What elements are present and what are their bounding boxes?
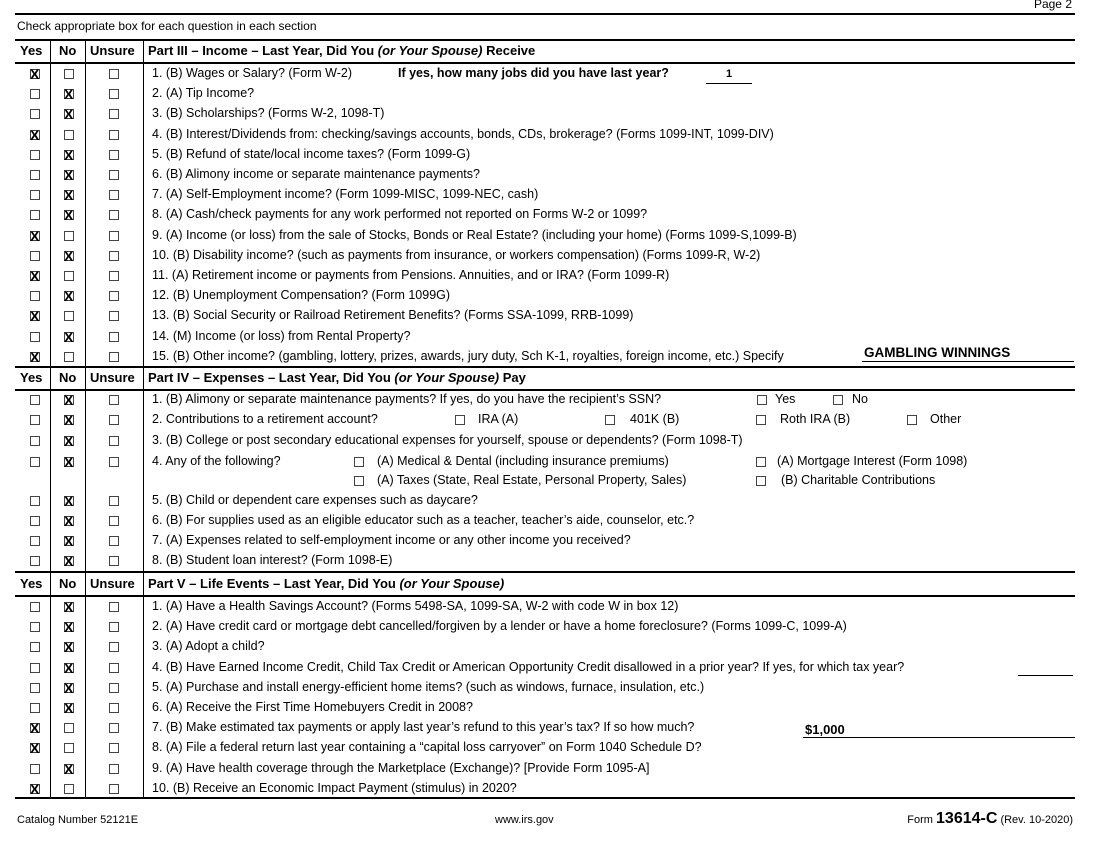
question-text: 1. (B) Alimony or separate maintenance payments? If yes, do you have the recipient’s SSN? bbox=[152, 392, 662, 406]
checkbox-no[interactable] bbox=[64, 536, 74, 546]
checkbox-yes[interactable] bbox=[30, 150, 40, 160]
checkbox-yes[interactable] bbox=[30, 251, 40, 261]
question-text: 6. (A) Receive the First Time Homebuyers Credit in 2008? bbox=[152, 700, 473, 714]
checkbox-yes[interactable] bbox=[30, 231, 40, 241]
checkbox-unsure[interactable] bbox=[109, 556, 119, 566]
checkbox-no[interactable] bbox=[64, 231, 74, 241]
checkbox-no[interactable] bbox=[64, 556, 74, 566]
question-text: 5. (B) Refund of state/local income taxes? (Form 1099-G) bbox=[152, 146, 471, 161]
question-text: 10. (B) Disability income? (such as payments from insurance, or workers compensation) (Forms 1099-R, W-2) bbox=[152, 247, 761, 262]
col-header-unsure: Unsure bbox=[90, 576, 135, 591]
question-text: 4. (B) Interest/Dividends from: checking/savings accounts, bonds, CDs, brokerage? (Forms 1099-INT, 1099-DIV) bbox=[152, 126, 774, 141]
checkbox-unsure[interactable] bbox=[109, 703, 119, 713]
question-text: 1. (A) Have a Health Savings Account? (Forms 5498-SA, 1099-SA, W-2 with code W in box 12) bbox=[152, 599, 679, 613]
roth-ira-label: Roth IRA (B) bbox=[780, 412, 851, 426]
part3-top-rule bbox=[15, 39, 1075, 41]
estimated-payment-field[interactable]: $1,000 bbox=[803, 722, 1075, 738]
part5-title: Part V – Life Events – Last Year, Did You (or Your Spouse) bbox=[148, 576, 505, 591]
checkbox-no[interactable] bbox=[64, 743, 74, 753]
checkbox-no[interactable] bbox=[64, 311, 74, 321]
checkbox-unsure[interactable] bbox=[109, 683, 119, 693]
charitable-label: (B) Charitable Contributions bbox=[781, 473, 936, 487]
checkbox-yes[interactable] bbox=[30, 170, 40, 180]
checkbox-no[interactable] bbox=[64, 436, 74, 446]
checkbox-yes[interactable] bbox=[30, 271, 40, 281]
part5-top-rule bbox=[15, 571, 1075, 573]
ssn-no-label: No bbox=[852, 392, 868, 406]
question-text: 2. (A) Have credit card or mortgage debt cancelled/forgiven by a lender or have a home foreclosure? (Forms 1099-C, 1099-A) bbox=[152, 619, 847, 634]
checkbox-yes[interactable] bbox=[30, 395, 40, 405]
roth-ira-checkbox[interactable] bbox=[756, 415, 766, 425]
question-text: 11. (A) Retirement income or payments from Pensions. Annuities, and or IRA? (Form 1099-R) bbox=[152, 268, 670, 282]
checkbox-unsure[interactable] bbox=[109, 231, 119, 241]
col-divider-yes bbox=[50, 39, 51, 797]
checkbox-yes[interactable] bbox=[30, 332, 40, 342]
col-header-no: No bbox=[59, 43, 77, 58]
checkbox-no[interactable] bbox=[64, 703, 74, 713]
checkbox-no[interactable] bbox=[64, 642, 74, 652]
checkbox-no[interactable] bbox=[64, 663, 74, 673]
checkbox-unsure[interactable] bbox=[109, 784, 119, 794]
checkbox-no[interactable] bbox=[64, 622, 74, 632]
part5-header-rule bbox=[15, 595, 1075, 597]
checkbox-unsure[interactable] bbox=[109, 642, 119, 652]
checkbox-yes[interactable] bbox=[30, 496, 40, 506]
question-text: 5. (B) Child or dependent care expenses such as daycare? bbox=[152, 493, 478, 507]
taxes-checkbox[interactable] bbox=[354, 476, 364, 486]
checkbox-unsure[interactable] bbox=[109, 271, 119, 281]
question-text: 15. (B) Other income? (gambling, lottery, prizes, awards, jury duty, Sch K-1, royalties, foreign income, etc.) Specify bbox=[152, 348, 784, 363]
checkbox-no[interactable] bbox=[64, 251, 74, 261]
checkbox-no[interactable] bbox=[64, 395, 74, 405]
checkbox-unsure[interactable] bbox=[109, 210, 119, 220]
part3-title: Part III – Income – Last Year, Did You (or Your Spouse) Receive bbox=[148, 43, 536, 58]
question-text: 2. (A) Tip Income? bbox=[152, 86, 255, 101]
checkbox-unsure[interactable] bbox=[109, 457, 119, 467]
question-text: 2. Contributions to a retirement account? bbox=[152, 412, 378, 426]
checkbox-yes[interactable] bbox=[30, 556, 40, 566]
checkbox-unsure[interactable] bbox=[109, 109, 119, 119]
question-text: 14. (M) Income (or loss) from Rental Property? bbox=[152, 328, 411, 343]
ssn-yes-label: Yes bbox=[775, 392, 796, 406]
medical-label: (A) Medical & Dental (including insurance premiums) bbox=[377, 454, 669, 468]
checkbox-unsure[interactable] bbox=[109, 291, 119, 301]
irs-url: www.irs.gov bbox=[495, 814, 554, 826]
bottom-rule bbox=[15, 797, 1075, 799]
checkbox-no[interactable] bbox=[64, 291, 74, 301]
question-text: 10. (B) Receive an Economic Impact Payment (stimulus) in 2020? bbox=[152, 780, 517, 795]
question-text: 12. (B) Unemployment Compensation? (Form 1099G) bbox=[152, 288, 451, 303]
checkbox-yes[interactable] bbox=[30, 536, 40, 546]
checkbox-unsure[interactable] bbox=[109, 436, 119, 446]
checkbox-yes[interactable] bbox=[30, 723, 40, 733]
jobs-count-field[interactable]: 1 bbox=[706, 68, 752, 84]
checkbox-no[interactable] bbox=[64, 109, 74, 119]
checkbox-unsure[interactable] bbox=[109, 602, 119, 612]
checkbox-yes[interactable] bbox=[30, 130, 40, 140]
col-header-no: No bbox=[59, 370, 77, 385]
ira-checkbox[interactable] bbox=[455, 415, 465, 425]
mortgage-checkbox[interactable] bbox=[756, 457, 766, 467]
ssn-yes-checkbox[interactable] bbox=[757, 395, 767, 405]
checkbox-yes[interactable] bbox=[30, 311, 40, 321]
question-text: 3. (B) Scholarships? (Forms W-2, 1098-T) bbox=[152, 106, 385, 121]
col-header-unsure: Unsure bbox=[90, 370, 135, 385]
question-text: 9. (A) Income (or loss) from the sale of Stocks, Bonds or Real Estate? (including your home) (Forms 1099-S,1099-B) bbox=[152, 227, 797, 242]
checkbox-yes[interactable] bbox=[30, 764, 40, 774]
tax-year-field[interactable] bbox=[1018, 660, 1073, 676]
checkbox-unsure[interactable] bbox=[109, 516, 119, 526]
question-text: 13. (B) Social Security or Railroad Retirement Benefits? (Forms SSA-1099, RRB-1099) bbox=[152, 308, 634, 323]
question-text: 9. (A) Have health coverage through the Marketplace (Exchange)? [Provide Form 1095-A] bbox=[152, 760, 650, 775]
question-text: 8. (A) Cash/check payments for any work performed not reported on Forms W-2 or 1099? bbox=[152, 207, 648, 222]
checkbox-yes[interactable] bbox=[30, 352, 40, 362]
checkbox-yes[interactable] bbox=[30, 683, 40, 693]
401k-checkbox[interactable] bbox=[605, 415, 615, 425]
question-text: 3. (A) Adopt a child? bbox=[152, 639, 265, 654]
question-text: 1. (B) Wages or Salary? (Form W-2) bbox=[152, 66, 353, 80]
checkbox-no[interactable] bbox=[64, 516, 74, 526]
checkbox-unsure[interactable] bbox=[109, 622, 119, 632]
checkbox-yes[interactable] bbox=[30, 642, 40, 652]
medical-checkbox[interactable] bbox=[354, 457, 364, 467]
question-text: 7. (A) Expenses related to self-employment income or any other income you received? bbox=[152, 533, 631, 547]
checkbox-yes[interactable] bbox=[30, 109, 40, 119]
checkbox-no[interactable] bbox=[64, 130, 74, 140]
instruction: Check appropriate box for each question in each section bbox=[17, 19, 317, 33]
checkbox-no[interactable] bbox=[64, 69, 74, 79]
part3-header-rule bbox=[15, 62, 1075, 64]
other-income-field[interactable]: GAMBLING WINNINGS bbox=[862, 345, 1074, 362]
checkbox-no[interactable] bbox=[64, 784, 74, 794]
checkbox-no[interactable] bbox=[64, 332, 74, 342]
checkbox-unsure[interactable] bbox=[109, 332, 119, 342]
checkbox-unsure[interactable] bbox=[109, 352, 119, 362]
question-text: 6. (B) For supplies used as an eligible educator such as a teacher, teacher’s aide, counselor, etc.? bbox=[152, 513, 695, 527]
col-header-unsure: Unsure bbox=[90, 43, 135, 58]
checkbox-yes[interactable] bbox=[30, 457, 40, 467]
checkbox-no[interactable] bbox=[64, 496, 74, 506]
question-text: 3. (B) College or post secondary educational expenses for yourself, spouse or dependents? (Form 1098-T) bbox=[152, 433, 743, 447]
checkbox-yes[interactable] bbox=[30, 784, 40, 794]
jobs-question: If yes, how many jobs did you have last year? bbox=[398, 66, 669, 80]
part4-header-rule bbox=[15, 389, 1075, 391]
checkbox-no[interactable] bbox=[64, 150, 74, 160]
top-rule bbox=[15, 13, 1075, 15]
checkbox-unsure[interactable] bbox=[109, 190, 119, 200]
checkbox-no[interactable] bbox=[64, 723, 74, 733]
col-header-yes: Yes bbox=[20, 576, 43, 591]
question-text: 4. (B) Have Earned Income Credit, Child Tax Credit or American Opportunity Credit disallowed in a prior year? If yes, for which tax year? bbox=[152, 659, 905, 674]
checkbox-unsure[interactable] bbox=[109, 251, 119, 261]
question-text: 8. (A) File a federal return last year containing a “capital loss carryover” on Form 1040 Schedule D? bbox=[152, 740, 702, 755]
checkbox-yes[interactable] bbox=[30, 210, 40, 220]
checkbox-unsure[interactable] bbox=[109, 311, 119, 321]
other-retire-label: Other bbox=[930, 412, 962, 426]
col-header-no: No bbox=[59, 576, 77, 591]
ssn-no-checkbox[interactable] bbox=[833, 395, 843, 405]
col-divider-unsure bbox=[143, 39, 144, 797]
checkbox-yes[interactable] bbox=[30, 622, 40, 632]
checkbox-no[interactable] bbox=[64, 764, 74, 774]
401k-label: 401K (B) bbox=[630, 412, 680, 426]
checkbox-no[interactable] bbox=[64, 415, 74, 425]
checkbox-unsure[interactable] bbox=[109, 496, 119, 506]
checkbox-unsure[interactable] bbox=[109, 395, 119, 405]
form-label: Form 13614-C (Rev. 10-2020) bbox=[907, 810, 1073, 827]
question-text: 6. (B) Alimony income or separate maintenance payments? bbox=[152, 167, 480, 181]
col-divider-no bbox=[85, 39, 86, 797]
catalog-number: Catalog Number 52121E bbox=[17, 814, 139, 826]
checkbox-no[interactable] bbox=[64, 352, 74, 362]
checkbox-yes[interactable] bbox=[30, 703, 40, 713]
taxes-label: (A) Taxes (State, Real Estate, Personal Property, Sales) bbox=[377, 473, 687, 487]
checkbox-no[interactable] bbox=[64, 170, 74, 180]
checkbox-no[interactable] bbox=[64, 602, 74, 612]
question-text: 7. (A) Self-Employment income? (Form 1099-MISC, 1099-NEC, cash) bbox=[152, 187, 539, 202]
checkbox-yes[interactable] bbox=[30, 743, 40, 753]
checkbox-yes[interactable] bbox=[30, 89, 40, 99]
mortgage-label: (A) Mortgage Interest (Form 1098) bbox=[777, 454, 968, 468]
question-text: 5. (A) Purchase and install energy-efficient home items? (such as windows, furnace, insulation, etc.) bbox=[152, 679, 705, 694]
checkbox-no[interactable] bbox=[64, 457, 74, 467]
checkbox-unsure[interactable] bbox=[109, 130, 119, 140]
checkbox-unsure[interactable] bbox=[109, 150, 119, 160]
other-retire-checkbox[interactable] bbox=[907, 415, 917, 425]
checkbox-yes[interactable] bbox=[30, 663, 40, 673]
checkbox-no[interactable] bbox=[64, 89, 74, 99]
checkbox-unsure[interactable] bbox=[109, 536, 119, 546]
checkbox-unsure[interactable] bbox=[109, 170, 119, 180]
page-label: Page 2 bbox=[1033, 0, 1072, 11]
checkbox-no[interactable] bbox=[64, 683, 74, 693]
checkbox-unsure[interactable] bbox=[109, 723, 119, 733]
checkbox-yes[interactable] bbox=[30, 291, 40, 301]
part4-top-rule bbox=[15, 366, 1075, 368]
checkbox-yes[interactable] bbox=[30, 516, 40, 526]
col-header-yes: Yes bbox=[20, 370, 43, 385]
ira-label: IRA (A) bbox=[478, 412, 519, 426]
checkbox-no[interactable] bbox=[64, 190, 74, 200]
question-text: 8. (B) Student loan interest? (Form 1098-E) bbox=[152, 553, 393, 567]
checkbox-unsure[interactable] bbox=[109, 89, 119, 99]
checkbox-yes[interactable] bbox=[30, 602, 40, 612]
checkbox-yes[interactable] bbox=[30, 436, 40, 446]
checkbox-unsure[interactable] bbox=[109, 743, 119, 753]
checkbox-unsure[interactable] bbox=[109, 663, 119, 673]
checkbox-yes[interactable] bbox=[30, 415, 40, 425]
checkbox-no[interactable] bbox=[64, 210, 74, 220]
checkbox-unsure[interactable] bbox=[109, 764, 119, 774]
col-header-yes: Yes bbox=[20, 43, 43, 58]
checkbox-yes[interactable] bbox=[30, 69, 40, 79]
checkbox-unsure[interactable] bbox=[109, 415, 119, 425]
checkbox-unsure[interactable] bbox=[109, 69, 119, 79]
checkbox-no[interactable] bbox=[64, 271, 74, 281]
question-text: 4. Any of the following? bbox=[152, 454, 281, 468]
checkbox-yes[interactable] bbox=[30, 190, 40, 200]
question-text: 7. (B) Make estimated tax payments or apply last year’s refund to this year’s tax? If so how much? bbox=[152, 720, 695, 735]
charitable-checkbox[interactable] bbox=[756, 476, 766, 486]
part4-title: Part IV – Expenses – Last Year, Did You (or Your Spouse) Pay bbox=[148, 370, 526, 385]
